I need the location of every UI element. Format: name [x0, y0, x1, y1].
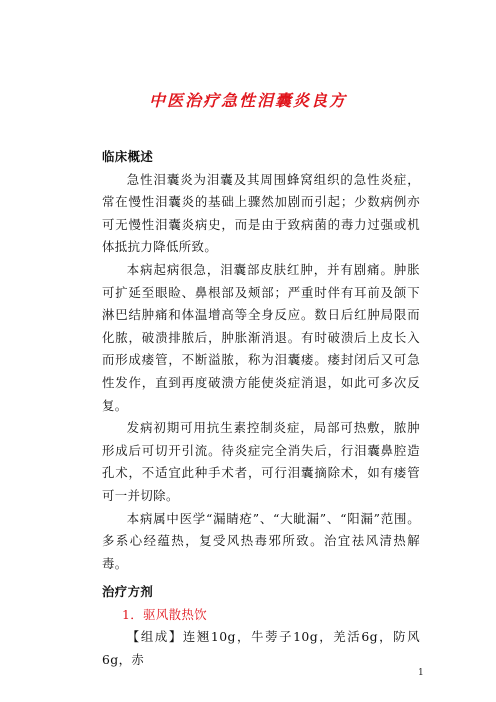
section-heading-prescriptions: 治疗方剂 — [102, 584, 154, 600]
paragraph-3: 发病初期可用抗生素控制炎症，局部可热敷，脓肿形成后可切开引流。待炎症完全消失后，行泪囊鼻腔造孔术，不适宜此种手术者，可行泪囊摘除术，如有瘘管可一并切除。 — [102, 420, 420, 503]
page-number: 1 — [418, 668, 424, 678]
paragraph-2: 本病起病很急，泪囊部皮肤红肿，并有剧痛。肿胀可扩延至眼睑、鼻根部及颊部；严重时伴有耳前及颌下淋巴结肿痛和体温增高等全身反应。数日后红肿局限而化脓，破溃排脓后，肿胀渐消退。有时破溃后上皮长入而形成瘘管，不断溢脓，称为泪囊瘘。瘘封闭后又可急性发作，直到再度破溃方能使炎症消退，如此可多次反复。 — [102, 261, 420, 413]
section-heading-overview: 临床概述 — [102, 149, 154, 164]
paragraph-4: 本病属中医学“漏睛疮”、“大眦漏”、“阳漏”范围。多系心经蕴热，复受风热毒邪所致。治宜祛风清热解毒。 — [102, 510, 420, 571]
document-body — [102, 146, 420, 672]
paragraph-1: 急性泪囊炎为泪囊及其周围蜂窝组织的急性炎症，常在慢性泪囊炎的基础上骤然加剧而引起；少数病例亦可无慢性泪囊炎病史，而是由于致病菌的毒力过强或机体抵抗力降低所致。 — [102, 171, 420, 255]
document-title: 中医治疗急性泪囊炎良方 — [148, 91, 347, 110]
prescription-heading-1: 1．驱风散热饮 — [122, 606, 208, 622]
paragraph-composition: 【组成】连翘10g，牛蒡子10g，羌活6g，防风6g，赤 — [102, 629, 420, 668]
